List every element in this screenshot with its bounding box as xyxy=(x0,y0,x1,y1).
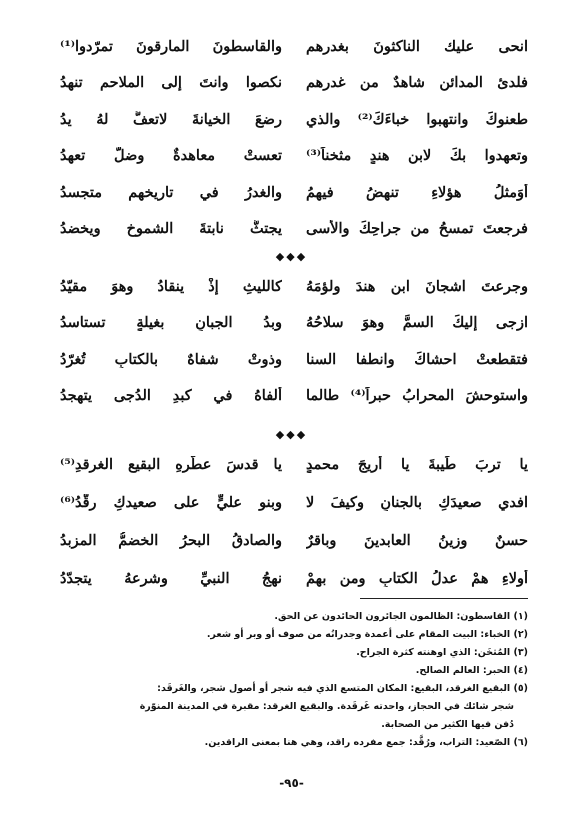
verse xyxy=(60,28,528,65)
verse-second-hemistich: تعستْ معاهدةٌ وضلَّ تعهدُ xyxy=(60,147,282,165)
verse xyxy=(60,341,528,378)
verse xyxy=(60,483,528,521)
verse-second-hemistich: كالليثِ إذْ ينقادُ وهوَ مقيّدُ xyxy=(60,277,282,295)
verse-first-hemistich: أوَمثلُ هؤلاءِ تنهضُ فيهمُ xyxy=(306,183,528,201)
verse-second-hemistich: نكصوا وانتَ إلى الملاحم تنهدُ xyxy=(60,74,282,92)
verse-first-hemistich: انحى عليك الناكثونَ بغدرهم xyxy=(306,37,528,55)
footnote-continuation: دُفن فيها الكثير من الصحابة. xyxy=(381,719,514,730)
verse-first-hemistich: فرجعتَ تمسحُ من جراحِكَ والأسى xyxy=(306,220,528,238)
verse-first-hemistich: وجرعتَ اشجانَ ابنِ هندَ ولؤمَهُ xyxy=(306,277,528,295)
verse xyxy=(60,65,528,102)
verse xyxy=(60,521,528,559)
verse-second-hemistich: نهجُ النبيِّ وشرعهُ يتجدّدُ xyxy=(60,569,282,587)
page-number: -٩٥- xyxy=(279,776,304,790)
verse-second-hemistich: وبدُ الجبانِ بغيلةٍ تستاسدُ xyxy=(60,314,282,332)
verse-second-hemistich: وذوتْ شفاهٌ بالكتابِ تُغرّدُ xyxy=(60,350,282,368)
stanza-3 xyxy=(60,445,528,597)
verse-second-hemistich: ألفاهُ في كبدِ الدُجى يتهجدُ xyxy=(60,387,282,405)
verse-first-hemistich: واستوحشَ المحرابُ حبراً⁽⁴⁾ طالما xyxy=(306,387,528,405)
stanza-2 xyxy=(60,268,528,414)
verse xyxy=(60,378,528,415)
verse xyxy=(60,101,528,138)
verse-first-hemistich: طعنوكَ وانتهبوا خباءَكَ⁽²⁾ والذي xyxy=(306,110,528,128)
verse-first-hemistich: أولاءِ همْ عدلُ الكتابِ ومن بهمْ xyxy=(306,569,528,587)
verse-first-hemistich: ازجى إليكَ السمَّ وهوَ سلاحُهُ xyxy=(306,314,528,332)
verse-second-hemistich: وبنو عليٍّ على صعيدكِ رقّدُ⁽⁶⁾ xyxy=(60,493,282,511)
verse-second-hemistich: يا قدسَ عطّرهِ البقيعِ الغرقدِ⁽⁵⁾ xyxy=(60,455,282,473)
verse-second-hemistich: والقاسطونَ المارقونَ تمرّدوا⁽¹⁾ xyxy=(60,37,282,55)
verse xyxy=(60,138,528,175)
verse xyxy=(60,211,528,248)
footnote-divider xyxy=(360,598,528,599)
verse-second-hemistich: يجتثُّ نابتةَ الشموخِ ويخضدُ xyxy=(60,220,282,238)
footnotes xyxy=(52,608,528,752)
footnote: (٤) الحبر: العالم الصالح. xyxy=(415,665,528,676)
verse-first-hemistich: فتقطعتْ احشاكَ وانطفا السنا xyxy=(306,350,528,368)
footnote: (٢) الخباء: البيت المقام على أعمدة وجدرانُه من صوف أو وبر أو شعر. xyxy=(206,629,528,640)
footnote: (٥) البقيع الغرقد، البقيع: المكان المتسع الذي فيه شجر أو أصول شجر، والغَرقَد: xyxy=(157,683,528,694)
verse-second-hemistich: والصادقُ البحرُ الخضمُّ المزبدُ xyxy=(60,531,282,549)
verse-second-hemistich: والغدرُ في تاريخهم متجسدُ xyxy=(60,183,282,201)
verse-second-hemistich: رضعَ الخيانةَ لاتعفُّ لهُ يدُ xyxy=(60,110,282,128)
verse xyxy=(60,445,528,483)
verse-first-hemistich: يا تربَ طَيبةَ يا أريجَ محمدٍ xyxy=(306,455,528,473)
verse-first-hemistich: وتعهدوا بكَ لابنِ هندٍ مثخناً⁽³⁾ xyxy=(306,147,528,165)
verse-first-hemistich: افدي صعيدَكِ بالجنانِ وكيفَ لا xyxy=(306,493,528,511)
footnote: (١) القاسطون: الظالمون الجائرون الحائدون عن الحق. xyxy=(274,611,528,622)
verse-first-hemistich: حسنٌ وزينُ العابدينَ وباقرٌ xyxy=(306,531,528,549)
verse xyxy=(60,559,528,597)
footnote-continuation: شجر شائك في الحجاز، واحدته غَرقَدة. والبقيع الغرقد: مقبرة في المدينة المنوّرة xyxy=(139,701,514,712)
verse xyxy=(60,305,528,342)
footnote: (٦) الصّعيد: التراب، ورُقَّد: جمع مفرده راقد، وهي هنا بمعنى الراقدين. xyxy=(204,737,528,748)
verse xyxy=(60,174,528,211)
stanza-separator: ◆◆◆ xyxy=(275,428,308,441)
footnote: (٣) المُثخَن: الذي اوهنته كثرة الجراح. xyxy=(356,647,528,658)
verse xyxy=(60,268,528,305)
stanza-separator: ◆◆◆ xyxy=(275,250,308,263)
verse-first-hemistich: فلدئ المدائنِ شاهدٌ من غدرهم xyxy=(306,74,528,92)
stanza-1 xyxy=(60,28,528,247)
